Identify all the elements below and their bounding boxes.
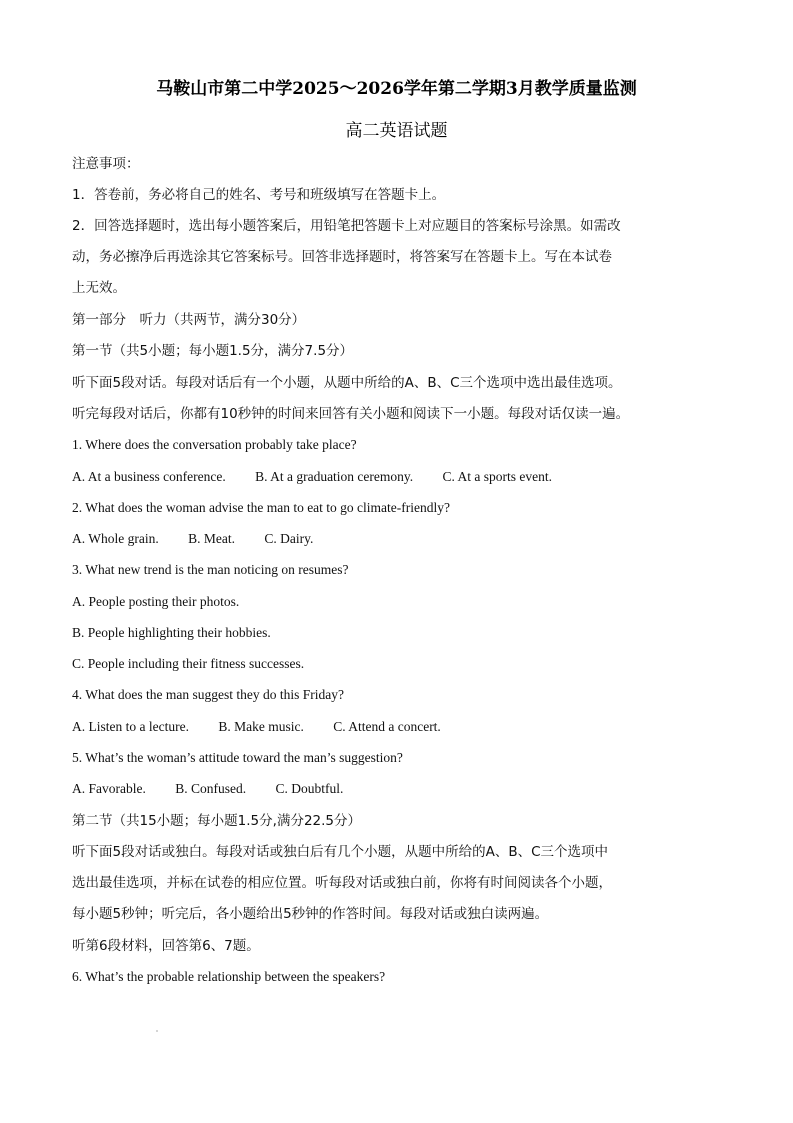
option-b: B. Confused.: [175, 781, 247, 796]
option-b: B. Make music.: [218, 719, 304, 734]
question-3: 3. What new trend is the man noticing on resumes?: [72, 562, 349, 577]
question-4-options: [72, 718, 441, 736]
exam-title: 马鞍山市第二中学2025～2026学年第二学期3月教学质量监测: [156, 79, 637, 99]
question-5-options: [72, 780, 343, 798]
option-c: C. Attend a concert.: [333, 719, 441, 734]
question-3-option-b: B. People highlighting their hobbies.: [72, 625, 271, 640]
question-5: 5. What’s the woman’s attitude toward the man’s suggestion?: [72, 750, 403, 765]
section1-heading: 第一节（共5小题；每小题1.5分，满分7.5分）: [72, 343, 354, 359]
question-1-options: [72, 468, 552, 486]
material-6-instruction: 听第6段材料，回答第6、7题。: [72, 938, 260, 954]
question-3-option-a: A. People posting their photos.: [72, 594, 240, 609]
option-c: C. At a sports event.: [442, 469, 553, 484]
option-c: C. Doubtful.: [275, 781, 344, 796]
exam-subtitle: 高二英语试题: [345, 121, 448, 141]
notice-item-2-line-2: 动，务必擦净后再选涂其它答案标号。回答非选择题时，将答案写在答题卡上。写在本试卷: [72, 249, 612, 265]
option-a: A. Whole grain.: [72, 531, 159, 546]
question-6: 6. What’s the probable relationship between the speakers?: [72, 969, 386, 984]
notice-heading: 注意事项：: [72, 156, 140, 172]
section2-instruction-line-2: 选出最佳选项，并标在试卷的相应位置。听每段对话或独白前，你将有时间阅读各个小题，: [72, 875, 612, 891]
section1-instruction-line-1: 听下面5段对话。每段对话后有一个小题，从题中所给的A、B、C三个选项中选出最佳选项。: [72, 375, 622, 391]
option-b: B. At a graduation ceremony.: [255, 469, 414, 484]
section1-instruction-line-2: 听完每段对话后，你都有10秒钟的时间来回答有关小题和阅读下一小题。每段对话仅读一遍。: [72, 406, 630, 422]
notice-item-2-line-3: 上无效。: [72, 280, 126, 296]
section2-instruction-line-3: 每小题5秒钟；听完后，各小题给出5秒钟的作答时间。每段对话或独白读两遍。: [72, 906, 549, 922]
scan-speck: [156, 1030, 158, 1032]
option-c: C. Dairy.: [264, 531, 314, 546]
part1-heading: 第一部分 听力（共两节，满分30分）: [72, 312, 306, 328]
section2-instruction-line-1: 听下面5段对话或独白。每段对话或独白后有几个小题，从题中所给的A、B、C三个选项中: [72, 844, 609, 860]
question-2: 2. What does the woman advise the man to eat to go climate-friendly?: [72, 500, 451, 515]
question-3-option-c: C. People including their fitness successes.: [72, 656, 305, 671]
option-b: B. Meat.: [188, 531, 235, 546]
section2-heading: 第二节（共15小题；每小题1.5分,满分22.5分）: [72, 813, 361, 829]
notice-item-2-line-1: 2．回答选择题时，选出每小题答案后，用铅笔把答题卡上对应题目的答案标号涂黑。如需改: [72, 218, 621, 234]
option-a: A. At a business conference.: [72, 469, 226, 484]
question-2-options: [72, 530, 313, 548]
question-1: 1. Where does the conversation probably take place?: [72, 437, 357, 452]
option-a: A. Favorable.: [72, 781, 146, 796]
question-4: 4. What does the man suggest they do this Friday?: [72, 687, 344, 702]
notice-item-1: 1．答卷前，务必将自己的姓名、考号和班级填写在答题卡上。: [72, 187, 446, 203]
option-a: A. Listen to a lecture.: [72, 719, 189, 734]
